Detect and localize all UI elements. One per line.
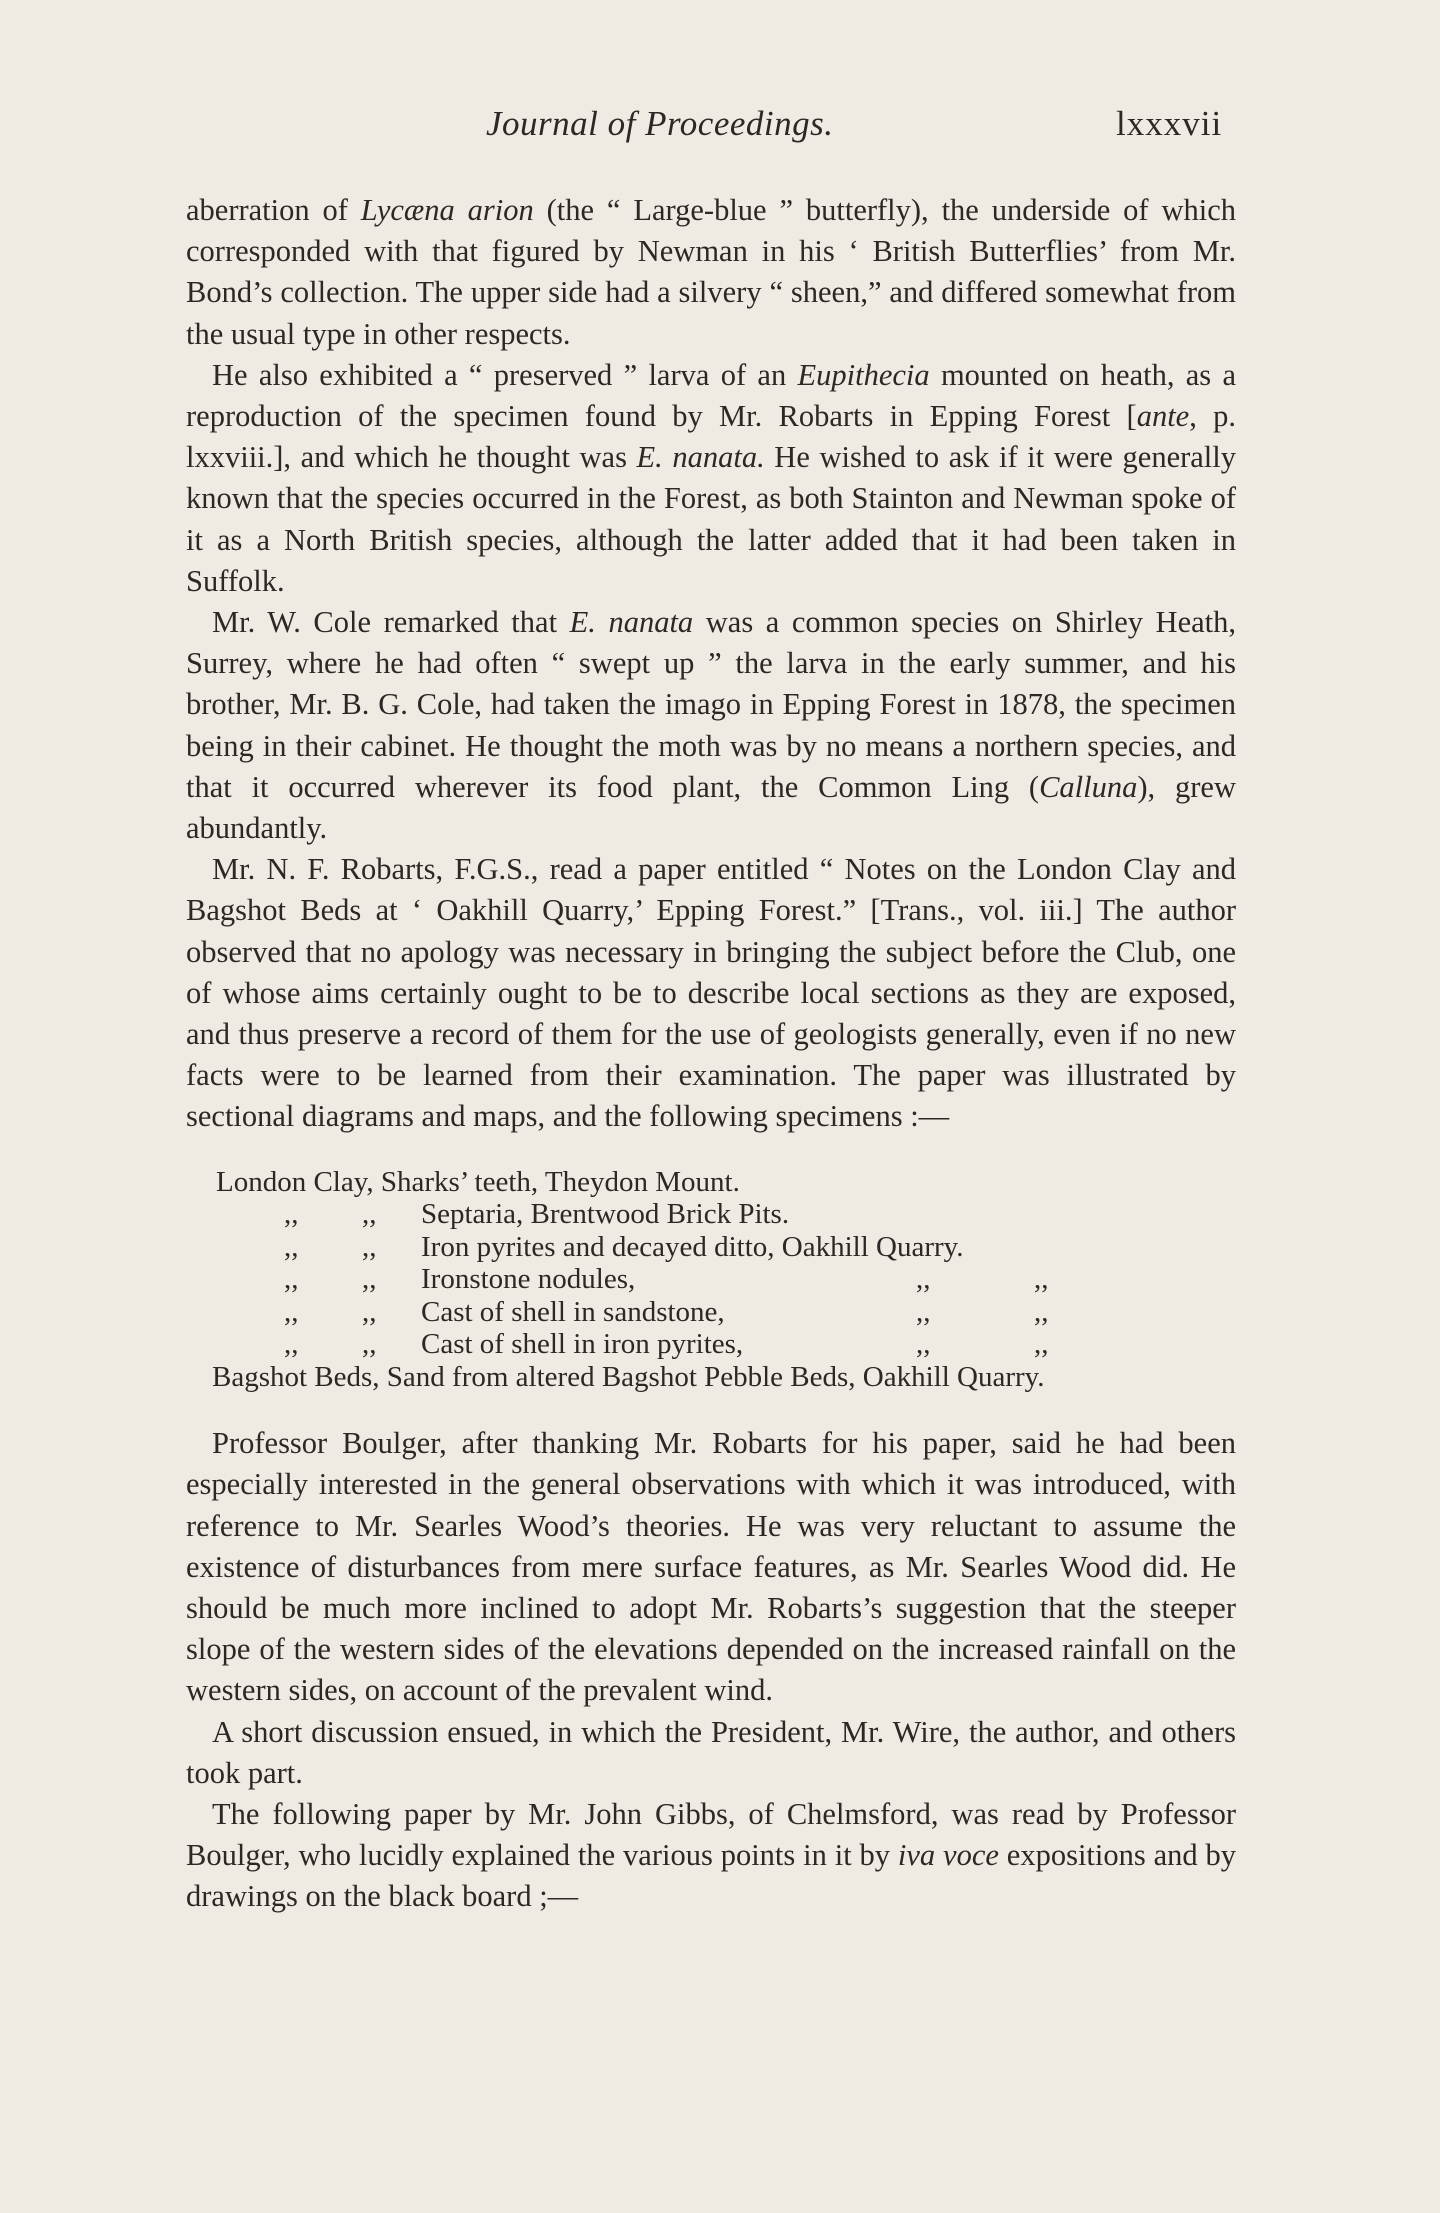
specimen-row — [186, 1328, 1236, 1361]
paragraph-discussion: A short discussion ensued, in which the President, Mr. Wire, the author, and others took part. — [186, 1714, 1236, 1790]
species-name: Eupithecia — [797, 357, 930, 392]
ditto-mark: ,, — [362, 1198, 377, 1231]
ditto-mark: ,, — [362, 1263, 377, 1296]
text-run: , p. lxxviii.], and which he thought was — [186, 399, 1236, 475]
text-run: He wished to ask if it were generally known that the species occurred in the Forest, as both Stainton and Newman spoke of it as a North British species, although the latter added that it had been taken in Suffolk. — [186, 440, 1237, 598]
specimen-row — [186, 1361, 1236, 1394]
text-run: Mr. W. Cole remarked that — [212, 605, 570, 640]
page-body — [186, 190, 1236, 1918]
text-run: mounted on heath, as a reproduction of the specimen found by Mr. Robarts in Epping Forest [ — [186, 357, 1236, 434]
ditto-mark: ,, — [916, 1263, 931, 1296]
paragraph-gibbs — [186, 1794, 1236, 1918]
text-run: He also exhibited a “ preserved ” larva of an — [212, 357, 798, 392]
ditto-mark: ,, — [362, 1328, 377, 1361]
paragraph-boulger: Professor Boulger, after thanking Mr. Robarts for his paper, said he had been especially interested in the general observations with which it was introduced, with reference to Mr. Searles Wood’s theories. He was very reluctant to assume the existence of disturbances from mere surface features, as Mr. Searles Wood did. He should be much more inclined to adopt Mr. Robarts’s suggestion that the steeper slope of the western sides of the elevations depended on the increased rainfall on the western sides, on account of the prevalent wind. — [186, 1426, 1236, 1708]
ditto-mark: ,, — [284, 1295, 299, 1328]
species-name: E. nanata. — [636, 440, 765, 475]
text-run: The following paper by Mr. John Gibbs, of Chelmsford, was read by Professor Boulger, who lucidly explained the various points in it by — [186, 1797, 1236, 1873]
paragraph-robarts: Mr. N. F. Robarts, F.G.S., read a paper entitled “ Notes on the London Clay and Bagshot Beds at ‘ Oakhill Quarry,’ Epping Forest.” [Trans., vol. iii.] The author observed that no apology was necessary in bringing the subject before the Club, one of whose aims certainly ought to be to describe local sections as they are exposed, and thus preserve a record of them for the use of geologists generally, even if no new facts were to be learned from their examination. The paper was illustrated by sectional diagrams and maps, and the following specimens :— — [186, 852, 1236, 1134]
ditto-mark: ,, — [916, 1328, 931, 1361]
text-run: (the “ Large-blue ” butterfly), the underside of which corresponded with that figured by Newman in his ‘ British Butterflies’ from Mr. Bond’s collection. The upper side had a silvery “ sheen,” and differed somewhat from the usual type in other respects. — [186, 193, 1236, 351]
specimen-text: Bagshot Beds, Sand from altered Bagshot Pebble Beds, Oakhill Quarry. — [212, 1360, 1045, 1393]
species-name: Calluna — [1039, 769, 1138, 804]
specimen-row — [186, 1263, 1236, 1296]
text-run: aberration of — [186, 193, 361, 227]
specimen-text: Ironstone nodules, — [421, 1263, 636, 1296]
specimen-row — [186, 1166, 1236, 1199]
ditto-mark: ,, — [284, 1328, 299, 1361]
page-number: lxxxvii — [1116, 104, 1223, 143]
latin-term: ante — [1136, 399, 1190, 434]
specimen-text: Iron pyrites and decayed ditto, Oakhill Quarry. — [421, 1230, 964, 1263]
ditto-mark: ,, — [362, 1295, 377, 1328]
specimen-text: Septaria, Brentwood Brick Pits. — [421, 1198, 790, 1231]
paragraph-lycaena — [186, 190, 1236, 355]
ditto-mark: ,, — [284, 1263, 299, 1296]
text-run: expositions and by drawings on the black board ;— — [186, 1838, 1237, 1914]
text-run: ), grew abundantly. — [186, 769, 1236, 846]
species-name: Lycæna arion — [360, 193, 534, 227]
ditto-mark: ,, — [1034, 1263, 1049, 1296]
ditto-mark: ,, — [284, 1198, 299, 1231]
text-run: was a common species on Shirley Heath, Surrey, where he had often “ swept up ” the larva in the early summer, and his brother, Mr. B. G. Cole, had taken the imago in Epping Forest in 1878, the specimen being in their cabinet. He thought the moth was by no means a northern species, and that it occurred wherever its food plant, the Common Ling ( — [186, 605, 1237, 804]
species-name: E. nanata — [569, 605, 694, 640]
ditto-mark: ,, — [362, 1230, 377, 1263]
specimen-text: Cast of shell in sandstone, — [421, 1295, 725, 1328]
specimen-row — [186, 1296, 1236, 1329]
page-header — [0, 104, 1440, 164]
specimen-row — [186, 1198, 1236, 1231]
latin-term: iva voce — [897, 1838, 999, 1873]
specimen-row — [186, 1231, 1236, 1264]
ditto-mark: ,, — [1034, 1328, 1049, 1361]
specimen-text: Cast of shell in iron pyrites, — [421, 1328, 744, 1361]
ditto-mark: ,, — [916, 1295, 931, 1328]
specimen-list — [186, 1166, 1236, 1394]
paragraph-eupithecia — [186, 355, 1236, 602]
ditto-mark: ,, — [1034, 1295, 1049, 1328]
paragraph-cole — [186, 602, 1236, 849]
specimen-text: London Clay, Sharks’ teeth, Theydon Mount. — [216, 1165, 740, 1198]
ditto-mark: ,, — [284, 1230, 299, 1263]
running-title: Journal of Proceedings. — [486, 104, 834, 143]
